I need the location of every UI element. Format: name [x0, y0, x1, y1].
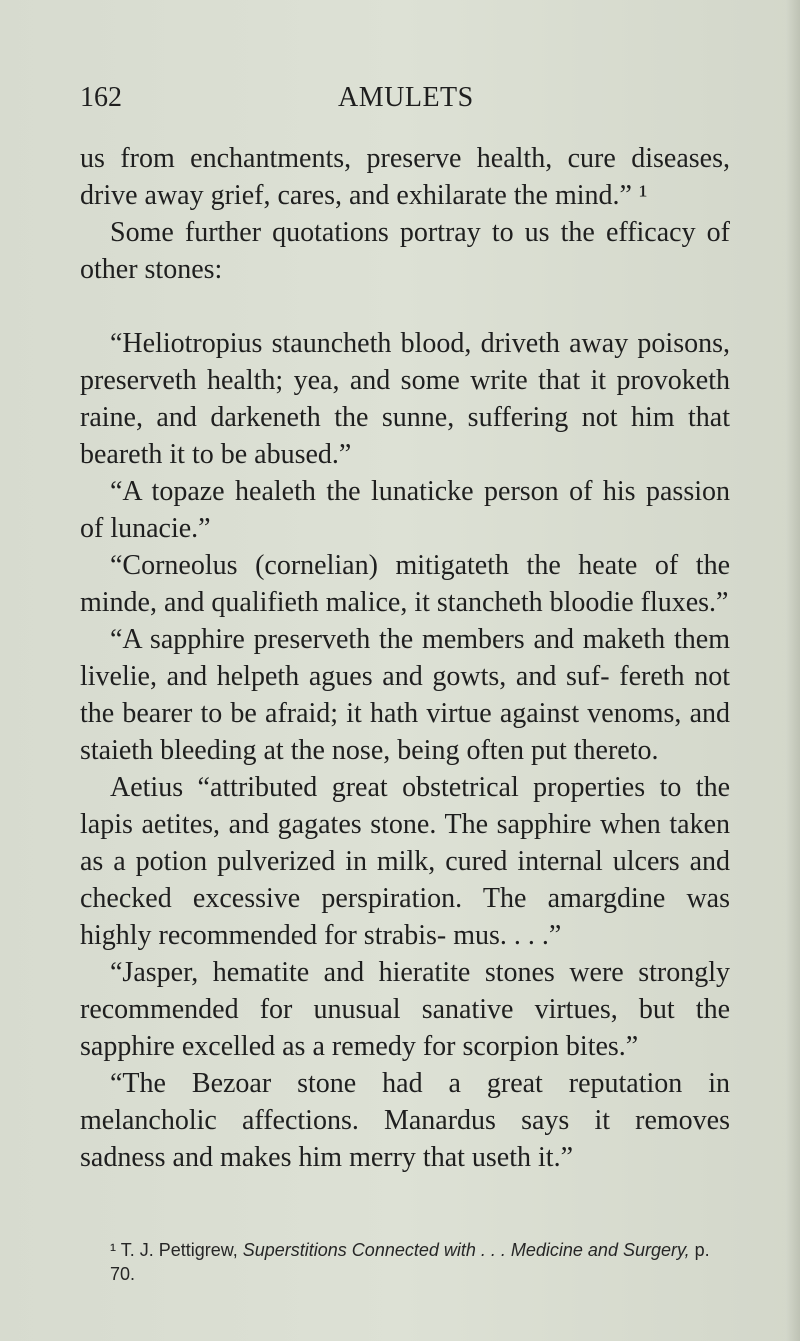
paragraph: us from enchantments, preserve health, cure diseases, drive away grief, cares, and exhilarate the mind.” ¹ [80, 143, 730, 211]
quotation-paragraph: “The Bezoar stone had a great reputation in melancholic affections. Manardus says it removes sadness and makes him merry that useth it.” [80, 1068, 730, 1173]
page-number: 162 [80, 82, 122, 113]
quotation-paragraph: “A topaze healeth the lunaticke person of his passion of lunacie.” [80, 476, 730, 544]
footnote-marker: ¹ [110, 1240, 116, 1260]
footnote-title: Superstitions Connected with . . . Medicine and Surgery, [242, 1240, 690, 1260]
body-text [80, 140, 730, 1176]
footnote-page: p. 70. [110, 1240, 710, 1284]
paragraph: Aetius “attributed great obstetrical properties to the lapis aetites, and gagates stone. The sapphire when taken as a potion pulverized in milk, cured internal ulcers and checked excessive perspiration. The amargdine was highly recommended for strabis- mus. . . .” [80, 772, 730, 951]
footnote [80, 1238, 730, 1286]
paragraph: Some further quotations portray to us the efficacy of other stones: [80, 217, 730, 285]
running-head: AMULETS [338, 82, 474, 113]
page-edge-shadow [786, 0, 800, 1341]
quotation-paragraph: “Heliotropius stauncheth blood, driveth away poisons, preserveth health; yea, and some write that it provoketh raine, and darkeneth the sunne, suffering not him that beareth it to be abused.” [80, 328, 730, 470]
quotation-paragraph: “Corneolus (cornelian) mitigateth the heate of the minde, and qualifieth malice, it stancheth bloodie fluxes.” [80, 550, 730, 618]
page-header [80, 82, 720, 118]
quotation-paragraph: “Jasper, hematite and hieratite stones were strongly recommended for unusual sanative virtues, but the sapphire excelled as a remedy for scorpion bites.” [80, 957, 730, 1062]
quotation-paragraph: “A sapphire preserveth the members and maketh them livelie, and helpeth agues and gowts, and suf- fereth not the bearer to be afraid; it hath virtue against venoms, and staieth bleeding at the nose, being often put thereto. [80, 624, 730, 766]
footnote-author: T. J. Pettigrew, [120, 1240, 238, 1260]
